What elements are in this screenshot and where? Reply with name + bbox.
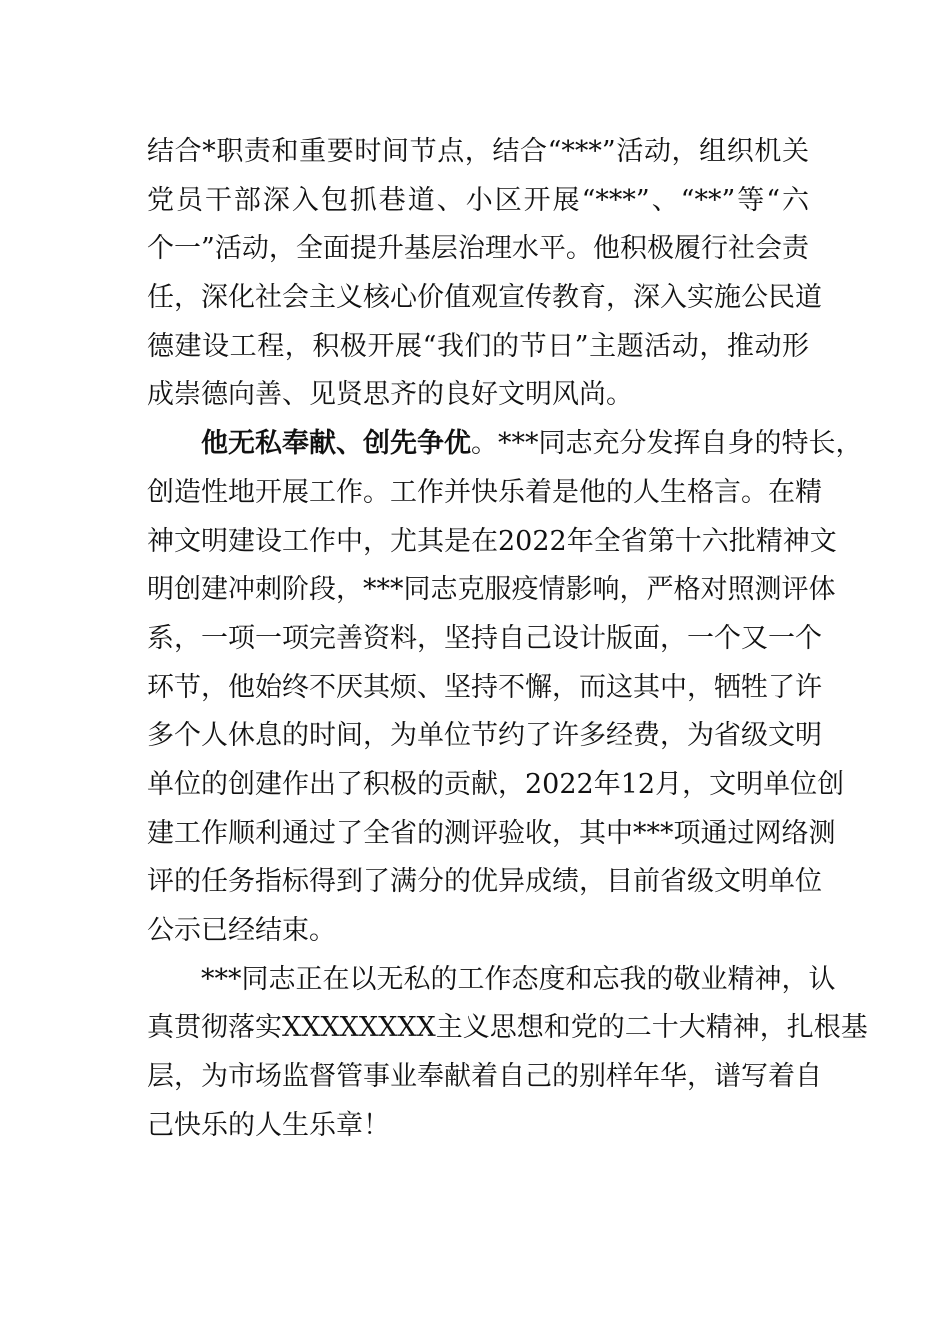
paragraph-first-line-text: 。***同志充分发挥自身的特长， bbox=[471, 428, 863, 460]
paragraph-line: 系，一项一项完善资料，坚持自己设计版面，一个又一个 bbox=[147, 622, 822, 654]
paragraph-line: 评的任务指标得到了满分的优异成绩，目前省级文明单位 bbox=[147, 866, 822, 898]
paragraph-line: 个一”活动，全面提升基层治理水平。他积极履行社会责 bbox=[147, 233, 809, 265]
paragraph-1 bbox=[147, 128, 822, 420]
paragraph-line: 成崇德向善、见贤思齐的良好文明风尚。 bbox=[147, 379, 633, 411]
document-body bbox=[147, 128, 868, 1150]
paragraph-line: 己快乐的人生乐章！ bbox=[147, 1109, 390, 1141]
paragraph-line: 明创建冲刺阶段，***同志克服疫情影响，严格对照测评体 bbox=[147, 574, 836, 606]
paragraph-line: 建工作顺利通过了全省的测评验收，其中***项通过网络测 bbox=[147, 817, 836, 849]
paragraph-line: 单位的创建作出了积极的贡献，2022年12月，文明单位创 bbox=[147, 768, 845, 800]
paragraph-line: ***同志正在以无私的工作态度和忘我的敬业精神，认 bbox=[201, 963, 836, 995]
paragraph-line: 环节，他始终不厌其烦、坚持不懈，而这其中，牺牲了许 bbox=[147, 671, 822, 703]
paragraph-3 bbox=[147, 956, 868, 1151]
paragraph-line: 公示已经结束。 bbox=[147, 915, 336, 946]
paragraph-2 bbox=[147, 420, 863, 956]
paragraph-line: 真贯彻落实XXXXXXXX主义思想和党的二十大精神，扎根基 bbox=[147, 1012, 868, 1044]
paragraph-line: 神文明建设工作中，尤其是在2022年全省第十六批精神文 bbox=[147, 525, 837, 557]
paragraph-heading: 他无私奉献、创先争优 bbox=[201, 428, 471, 460]
paragraph-line: 层，为市场监督管事业奉献着自己的别样年华，谱写着自 bbox=[147, 1061, 822, 1093]
paragraph-line: 德建设工程，积极开展“我们的节日”主题活动，推动形 bbox=[147, 330, 809, 362]
paragraph-line: 任，深化社会主义核心价值观宣传教育，深入实施公民道 bbox=[147, 282, 822, 314]
paragraph-line: 结合*职责和重要时间节点，结合“***”活动，组织机关 bbox=[147, 136, 809, 167]
paragraph-line: 创造性地开展工作。工作并快乐着是他的人生格言。在精 bbox=[147, 476, 822, 508]
paragraph-first-line bbox=[147, 420, 863, 469]
paragraph-line: 党员干部深入包抓巷道、小区开展“***”、“**”等“六 bbox=[147, 184, 809, 216]
paragraph-line: 多个人休息的时间，为单位节约了许多经费，为省级文明 bbox=[147, 720, 822, 752]
